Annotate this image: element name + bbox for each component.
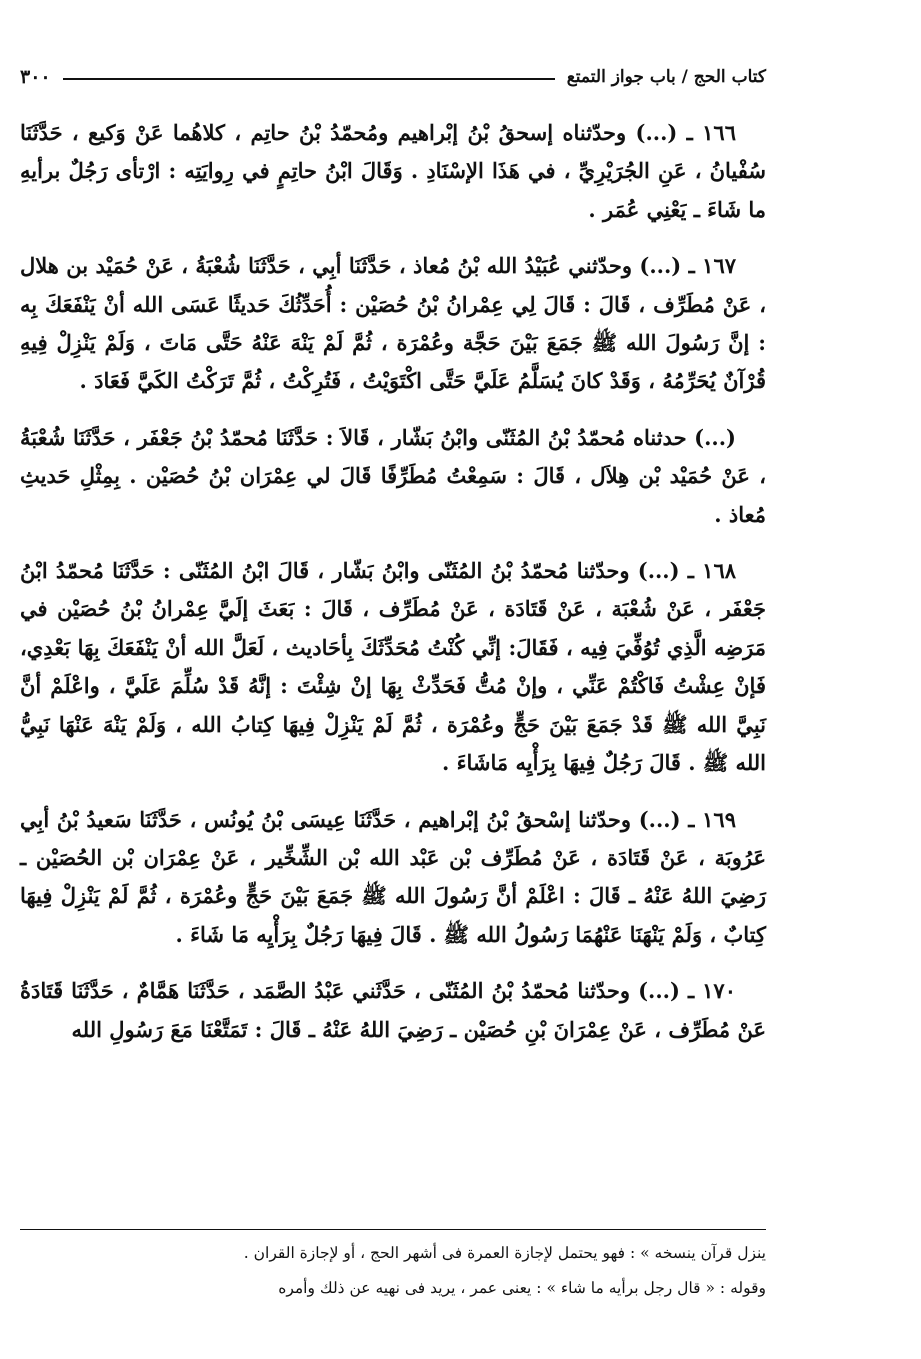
hadith-168 xyxy=(20,552,766,782)
hadith-text: ـ (...) وحدّثناه إسحقُ بْنُ إبْراهيم ومُحمّدُ بْنُ حاتِم ، كلاهُما عَنْ وَكيع ، حَدَّثَنَا سُفْيانُ ، عَنِ الجُرَيْرِيِّ ، في هَذَا الإسْنَادِ . وَقَالَ ابْنُ حاتِمٍ في رِوايَتِه : ارْتأى رَجُلٌ برأيهِ ما شَاءَ ـ يَعْنِي عُمَر . xyxy=(20,120,766,222)
hadith-167 xyxy=(20,247,766,401)
footnote-line: وقوله : « قال رجل برأيه ما شاء » : يعنى عمر ، يريد فى نهيه عن ذلك وأمره xyxy=(278,1279,766,1297)
hadith-text: (...) حدثناه مُحمّدُ بْنُ المُثَنّى وابْنُ بَشّار ، قَالاَ : حَدَّثَنَا مُحمّدُ بْنُ جَعْفَر ، حَدَّثَنَا شُعْبَةُ ، عَنْ حُمَيْد بْن هِلاَل ، قَالَ : سَمِعْتُ مُطَرِّفًا قَالَ لي عِمْرَان بْنُ حُصَيْن . بِمِثْلِ حَديثِ مُعاذ . xyxy=(20,424,766,527)
page-number: ٣٠٠ xyxy=(20,66,51,88)
chapter-title: كتاب الحج / باب جواز التمتع xyxy=(566,67,766,87)
hadith-number: ١٦٧ xyxy=(702,253,737,279)
hadith-text: ـ (...) وحدّثنا إسْحقُ بْنُ إبْراهيم ، حَدَّثَنَا عِيسَى بْنُ يُونُس ، حَدَّثَنَا سَعيدُ بْنُ أبِي عَرُوبَة ، عَنْ قَتَادَة ، عَنْ مُطَرِّف بْن عَبْد الله بْن الشِّخِّير ، عَنْ عِمْرَان بْن الحُصَيْن ـ رَضِيَ اللهُ عَنْهُ ـ قَالَ : اعْلَمْ أنَّ رَسُولَ الله ﷺ جَمَعَ بَيْنَ حَجٍّ وعُمْرَة ، ثُمَّ لَمْ يَنْزِلْ فِيهَا كِتابٌ ، وَلَمْ يَنْهَنَا عَنْهُمَا رَسُولُ الله ﷺ . قَالَ فِيهَا رَجُلٌ بِرَأْيِه مَا شَاءَ . xyxy=(20,806,766,947)
footnote-separator xyxy=(20,1229,766,1230)
hadith-number: ١٦٨ xyxy=(702,558,737,584)
header-rule xyxy=(63,78,555,80)
running-header xyxy=(20,56,766,98)
hadith-170 xyxy=(20,972,766,1049)
hadith-167-variant xyxy=(20,419,766,534)
footnote-line: ينزل قرآن ينسخه » : فهو يحتمل لإجازة العمرة فى أشهر الحج ، أو لإجازة القران . xyxy=(243,1244,766,1262)
hadith-number: ١٦٦ xyxy=(702,120,736,145)
book-page xyxy=(20,56,767,1297)
hadith-number: ١٦٩ xyxy=(702,806,736,832)
hadith-169 xyxy=(20,801,766,955)
hadith-number: ١٧٠ xyxy=(702,978,736,1004)
hadith-text: ـ (...) وحدّثنا مُحمّدُ بْنُ المُثَنّى وابْنُ بَشّار ، قَالَ ابْنُ المُثَنّى : حَدَّثَنَا مُحمّدُ ابْنُ جَعْفَر ، عَنْ شُعْبَة ، عَنْ قَتَادَة ، عَنْ مُطَرِّف ، قَالَ : بَعَثَ إلَيَّ عِمْرانُ بْنُ حُصَيْن في مَرَضِه الَّذِي تُوُفِّيَ فِيه ، فَقَالَ: إنِّي كُنْتُ مُحَدِّثَكَ بِأحَاديث ، لَعَلَّ الله أنْ يَنْفَعَكَ بِهَا بَعْدِي، فَإنْ عِشْتُ فَاكْتُمْ عَنِّي ، وإنْ مُتُّ فَحَدِّثْ بِهَا إنْ شِئْتَ : إنَّهُ قَدْ سُلِّمَ عَلَيَّ ، واعْلَمْ أنَّ نَبِيَّ الله ﷺ قَدْ جَمَعَ بَيْنَ حَجٍّ وعُمْرَة ، ثُمَّ لَمْ يَنْزِلْ فِيهَا كِتابُ الله ، وَلَمْ يَنْهَ عَنْهَا نَبِيُّ الله ﷺ . قَالَ رَجُلٌ فِيهَا بِرَأْيِه مَاشَاءَ . xyxy=(20,558,766,776)
hadith-text-body xyxy=(20,114,766,1049)
hadith-166 xyxy=(20,114,766,229)
hadith-text: ـ (...) وحدّثني عُبَيْدُ الله بْنُ مُعاذ ، حَدَّثَنَا أبِي ، حَدَّثَنَا شُعْبَةُ ، عَنْ حُمَيْد بن هلال ، عَنْ مُطَرِّف ، قَالَ : قَالَ لِي عِمْرانُ بْنُ حُصَيْن : أُحَدِّثُكَ حَديثًا عَسَى الله أنْ يَنْفَعَكَ بِه : إنَّ رَسُولَ الله ﷺ جَمَعَ بَيْنَ حَجَّة وعُمْرَة ، ثُمَّ لَمْ يَنْهَ عَنْهُ حَتَّى مَاتَ ، وَلَمْ يَنْزِلْ فِيهِ قُرْآنٌ يُحَرِّمُهُ ، وَقَدْ كانَ يُسَلَّمُ عَلَيَّ حَتَّى اكْتَوَيْتُ ، فَتُرِكْتُ ، ثُمَّ تَرَكْتُ الكَيَّ فَعَادَ . xyxy=(20,253,767,394)
hadith-text: ـ (...) وحدّثنا مُحمّدُ بْنُ المُثَنّى ، حَدَّثَني عَبْدُ الصَّمَد ، حَدَّثَنَا هَمَّامٌ ، حَدَّثَنَا قَتَادَةُ عَنْ مُطَرِّف ، عَنْ عِمْرَانَ بْنِ حُصَيْن ـ رَضِيَ اللهُ عَنْهُ ـ قَالَ : تَمَتَّعْنَا مَعَ رَسُولِ الله xyxy=(20,978,766,1042)
footnotes xyxy=(20,1236,766,1306)
